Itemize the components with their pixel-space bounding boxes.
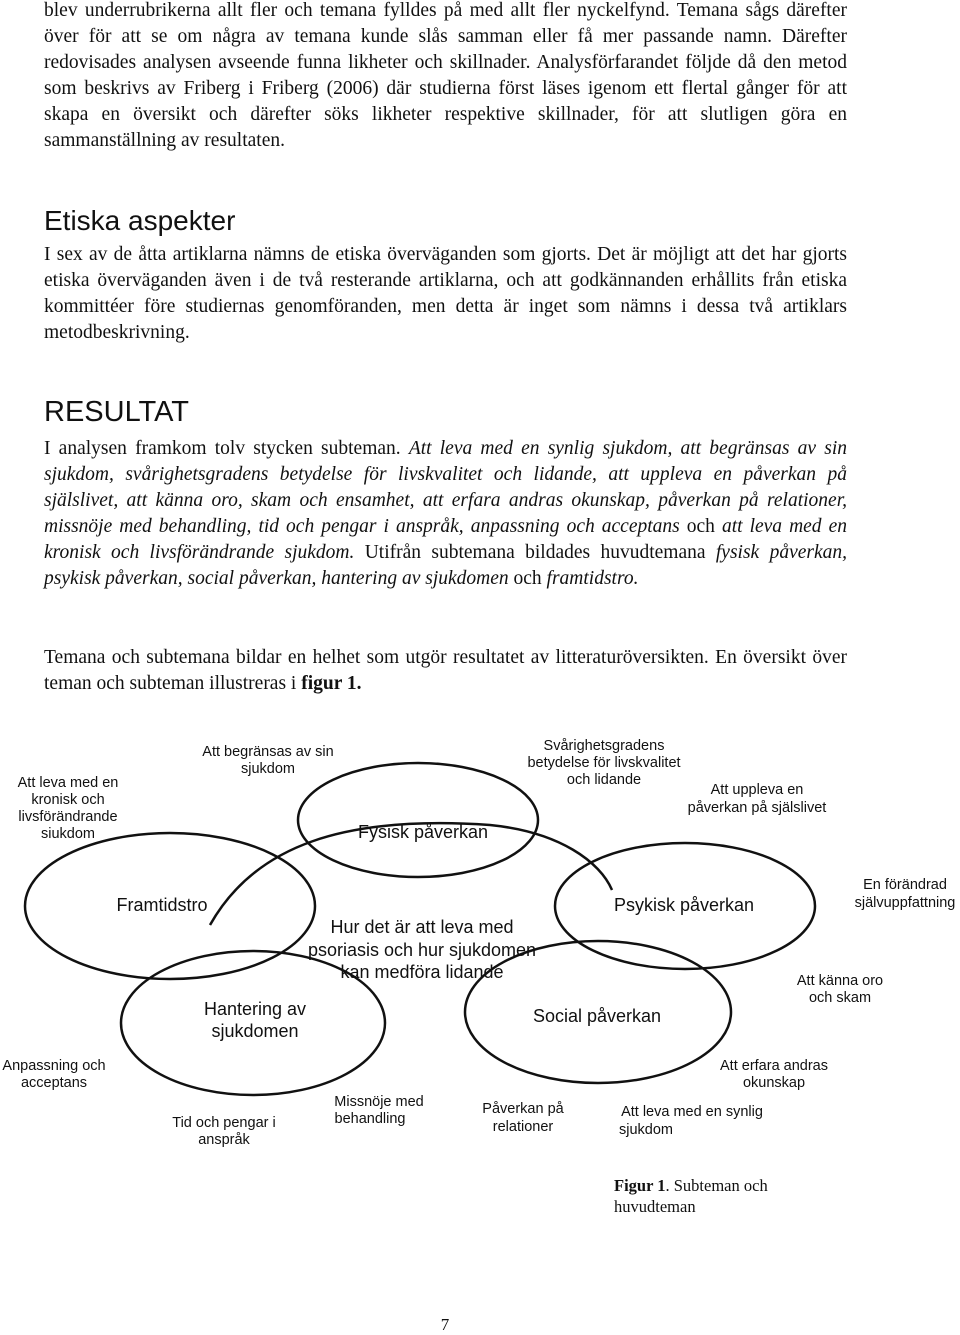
subthemes-list: Att leva med en synlig sjukdom, att begränsas av sin sjukdom, svårighetsgradens betydelse för livskvalitet och lidande, att uppleva en påverkan på själslivet, att känna oro, skam och ensamhet, att erfara andras okunskap, påverkan på relationer, missnöje med behandling, tid och pengar i anspråk, anpassning och acceptans <box>44 438 847 537</box>
svg-text:Att känna oro: Att känna oro <box>796 973 884 989</box>
method-paragraph: blev underrubrikerna allt fler och temana fylldes på med allt fler nyckelfynd. Temana sågs därefter över för att se om några av temana kunde slås samman eller få mer passande namn. Därefter redovisades analysen avseende funna likheter och skillnader. Analysförfarandet följde då den metod som beskrivs av Friberg i Friberg (2006) där studierna först läses igenom ett flertal gånger för att skapa en översikt och därefter söks likheter respektive skillnader, för att slutligen göra en sammanställning av resultaten. <box>44 0 848 151</box>
subtheme-visible <box>619 1104 763 1138</box>
svg-text:En förändrad: En förändrad <box>863 877 947 893</box>
center-text-line3: kan medföra lidande <box>340 962 504 982</box>
theme-future: Framtidstro <box>116 895 208 915</box>
svg-text:anspråk: anspråk <box>198 1132 250 1148</box>
center-text-line1: Hur det är att leva med <box>330 917 514 937</box>
svg-text:livsförändrande: livsförändrande <box>18 809 118 825</box>
svg-text:relationer: relationer <box>492 1119 554 1135</box>
svg-text:sjukdom: sjukdom <box>241 761 295 777</box>
svg-text:betydelse för livskvalitet: betydelse för livskvalitet <box>527 755 681 771</box>
svg-text:och lidande: och lidande <box>566 772 642 788</box>
figure-caption-text: . Subteman och huvudteman <box>614 1176 768 1216</box>
svg-text:siukdom: siukdom <box>41 826 95 842</box>
svg-text:Att uppleva en: Att uppleva en <box>710 782 804 798</box>
svg-text:sjukdom: sjukdom <box>619 1122 673 1138</box>
theme-coping-line1: Hantering av <box>203 999 307 1019</box>
svg-text:Att erfara andras: Att erfara andras <box>720 1058 828 1074</box>
svg-text:självuppfattning: självuppfattning <box>854 895 956 911</box>
theme-social: Social påverkan <box>532 1006 662 1026</box>
theme-physical: Fysisk påverkan <box>357 822 489 842</box>
center-text-line2: psoriasis och hur sjukdomen <box>307 940 537 960</box>
svg-text:och skam: och skam <box>808 990 872 1006</box>
results-intro: I analysen framkom tolv stycken subteman. <box>44 438 401 459</box>
svg-text:Tid och pengar i: Tid och pengar i <box>172 1115 276 1131</box>
svg-text:behandling: behandling <box>334 1111 406 1127</box>
svg-text:Att leva med en: Att leva med en <box>17 775 119 791</box>
svg-text:Svårighetsgradens: Svårighetsgradens <box>543 738 665 754</box>
subtheme-time-money <box>172 1115 275 1148</box>
subtheme-relations <box>482 1101 564 1135</box>
ellipse-physical <box>298 763 538 877</box>
subtheme-treatment <box>334 1094 423 1127</box>
theme-coping-line2: sjukdomen <box>211 1021 299 1041</box>
subtheme-worry <box>797 973 883 1006</box>
subtheme-ignorance <box>720 1058 828 1091</box>
subtheme-chronic <box>18 775 119 842</box>
svg-text:påverkan på själslivet: påverkan på själslivet <box>687 800 827 816</box>
svg-text:Att leva med en synlig: Att leva med en synlig <box>621 1104 763 1120</box>
results-paragraph: I analysen framkom tolv stycken subteman. Att leva med en synlig sjukdom, att begränsas av sin sjukdom, svårighetsgradens betydelse för livskvalitet och lidande, att uppleva en påverkan på själslivet, att känna oro, skam och ensamhet, att erfara andras okunskap, påverkan på relationer, missnöje med behandling, tid och pengar i anspråk, anpassning och acceptans och att leva med en kronisk och livsförändrande sjukdom. Utifrån subtemana bildades huvudtemana fysisk påverkan, psykisk påverkan, social påverkan, hantering av sjukdomen och framtidstro. <box>44 438 847 589</box>
page-number: 7 <box>440 1315 450 1334</box>
subtheme-severity <box>527 738 680 788</box>
figure-caption <box>614 1175 844 1217</box>
theme-psychological: Psykisk påverkan <box>613 895 755 915</box>
ethics-paragraph: I sex av de åtta artiklarna nämns de etiska överväganden som gjorts. Det är möjligt att det har gjorts etiska överväganden även i de två resterande artiklarna, och att godkännanden erhållits från etiska kommittéer före studiernas genomföranden, men detta är inget som nämns i dessa två artiklars metodbeskrivning. <box>44 244 848 343</box>
svg-text:Anpassning och: Anpassning och <box>2 1058 106 1074</box>
figure-reference: figur 1. <box>301 673 362 694</box>
svg-text:acceptans: acceptans <box>20 1075 88 1091</box>
svg-text:kronisk och: kronisk och <box>31 792 105 808</box>
main-theme-last: framtidstro. <box>546 568 639 589</box>
figure-caption-label: Figur 1 <box>614 1176 666 1195</box>
results-heading: RESULTAT <box>44 396 190 428</box>
svg-text:Att begränsas av sin: Att begränsas av sin <box>202 744 334 760</box>
subtheme-last: att leva med en kronisk och livsförändrande sjukdom. <box>44 516 847 563</box>
subtheme-acceptance <box>2 1058 105 1091</box>
svg-text:Missnöje med: Missnöje med <box>334 1094 424 1110</box>
subtheme-soul <box>688 782 827 816</box>
overview-paragraph: Temana och subtemana bildar en helhet som utgör resultatet av litteraturöversikten. En översikt över teman och subteman illustreras i figur 1. <box>44 647 847 694</box>
svg-text:okunskap: okunskap <box>742 1075 806 1091</box>
svg-text:Påverkan på: Påverkan på <box>482 1101 564 1117</box>
ethics-heading: Etiska aspekter <box>44 205 236 236</box>
main-themes-list: fysisk påverkan, psykisk påverkan, social påverkan, hantering av sjukdomen <box>44 542 847 589</box>
theme-diagram <box>0 720 960 1180</box>
subtheme-limited <box>202 744 333 777</box>
subtheme-self-image <box>855 877 956 911</box>
